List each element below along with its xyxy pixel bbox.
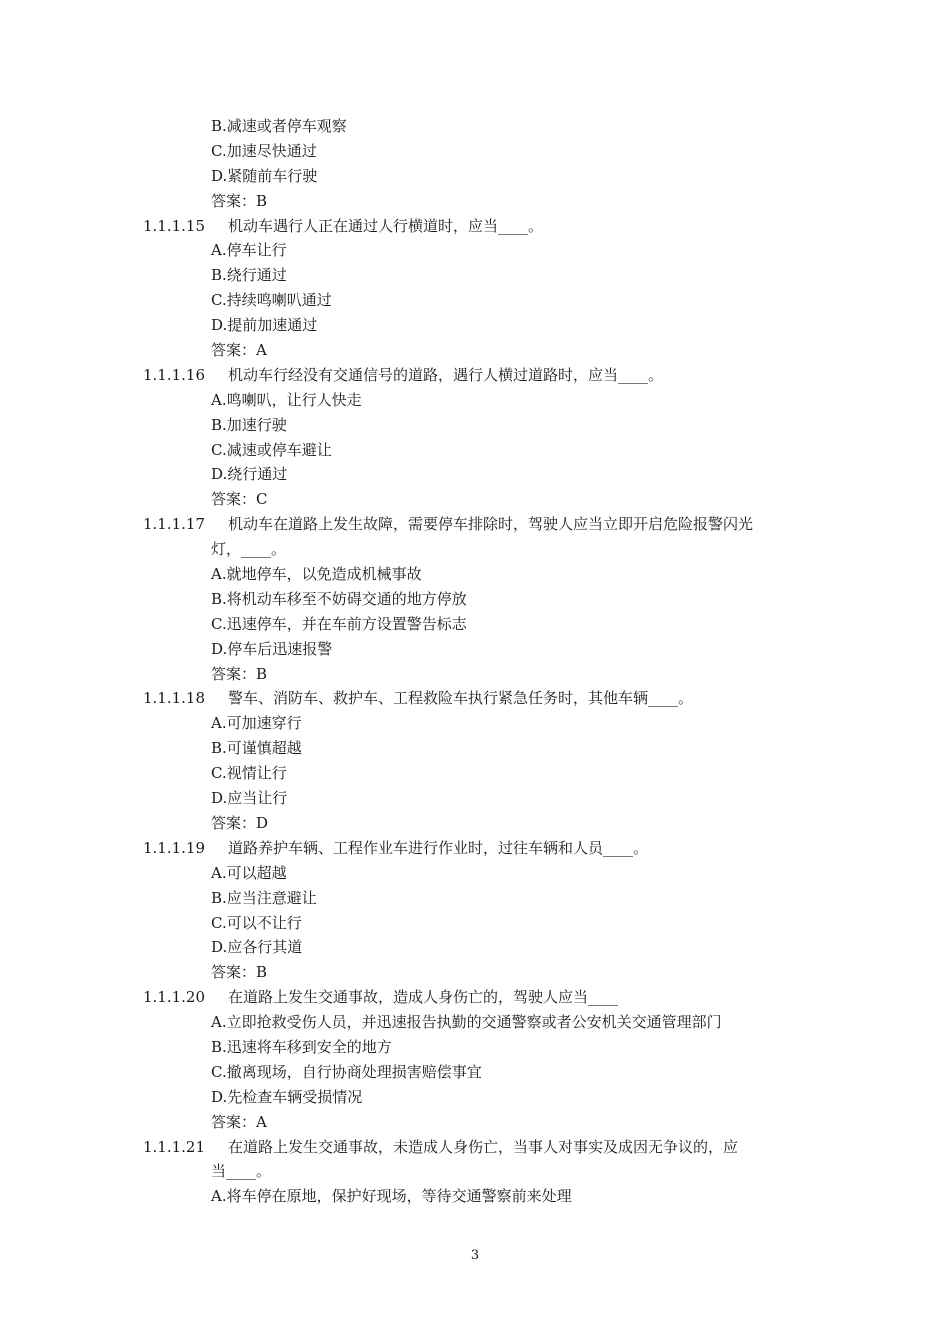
option: D.停车后迅速报警	[211, 639, 333, 658]
question-heading	[0, 214, 950, 239]
option: A.鸣喇叭，让行人快走	[211, 390, 362, 409]
question-text-continued: 当____。	[211, 1162, 272, 1181]
answer: 答案：B	[211, 191, 268, 210]
question-number: 1.1.1.15	[143, 216, 206, 235]
option: D.绕行通过	[211, 465, 288, 484]
question-number: 1.1.1.18	[143, 689, 206, 708]
option: D.先检查车辆受损情况	[211, 1087, 363, 1106]
question-heading	[0, 836, 950, 861]
answer: 答案：A	[211, 341, 267, 360]
question-heading	[0, 363, 950, 388]
option: A.将车停在原地，保护好现场，等待交通警察前来处理	[211, 1187, 572, 1206]
option: A.立即抢救受伤人员，并迅速报告执勤的交通警察或者公安机关交通管理部门	[211, 1013, 722, 1032]
option: C.迅速停车，并在车前方设置警告标志	[211, 614, 467, 633]
question-block	[0, 985, 950, 1134]
option: A.停车让行	[211, 241, 287, 260]
option: D.提前加速通过	[211, 316, 318, 335]
option: D.应各行其道	[211, 938, 303, 957]
answer: 答案：A	[211, 1112, 267, 1131]
question-text: 在道路上发生交通事故，造成人身伤亡的，驾驶人应当____	[228, 988, 619, 1007]
option: A.就地停车，以免造成机械事故	[211, 565, 422, 584]
question-block	[0, 363, 950, 512]
option: D.应当让行	[211, 789, 288, 808]
question-text: 在道路上发生交通事故，未造成人身伤亡，当事人对事实及成因无争议的，应	[228, 1137, 739, 1156]
answer: 答案：B	[211, 664, 268, 683]
question-text: 警车、消防车、救护车、工程救险车执行紧急任务时，其他车辆____。	[228, 689, 694, 708]
option: B.可谨慎超越	[211, 739, 302, 758]
option: A.可以超越	[211, 863, 287, 882]
question-number: 1.1.1.19	[143, 838, 206, 857]
option: D.紧随前车行驶	[211, 166, 318, 185]
question-text-continued: 灯，____。	[211, 540, 287, 559]
option: B.绕行通过	[211, 266, 287, 285]
answer: 答案：B	[211, 963, 268, 982]
option: B.迅速将车移到安全的地方	[211, 1037, 392, 1056]
page-number: 3	[470, 1248, 480, 1263]
option: B.将机动车移至不妨碍交通的地方停放	[211, 589, 467, 608]
option: C.减速或停车避让	[211, 440, 332, 459]
question-text: 道路养护车辆、工程作业车进行作业时，过往车辆和人员____。	[228, 838, 649, 857]
lead-in-block	[0, 114, 950, 214]
option: B.减速或者停车观察	[211, 117, 347, 135]
option: A.可加速穿行	[211, 714, 302, 733]
option: C.加速尽快通过	[211, 141, 317, 160]
question-block	[0, 1135, 950, 1210]
question-block	[0, 836, 950, 985]
question-text: 机动车行经没有交通信号的道路，遇行人横过道路时，应当____。	[228, 365, 664, 384]
option: C.视情让行	[211, 764, 287, 783]
question-heading	[0, 1135, 950, 1160]
question-heading	[0, 512, 950, 537]
answer: 答案：C	[211, 490, 268, 509]
document-body	[0, 114, 950, 1209]
question-number: 1.1.1.16	[143, 365, 206, 384]
question-text: 机动车遇行人正在通过人行横道时，应当____。	[228, 216, 544, 235]
option: B.应当注意避让	[211, 888, 317, 907]
question-block	[0, 686, 950, 835]
question-text: 机动车在道路上发生故障，需要停车排除时，驾驶人应当立即开启危险报警闪光	[228, 515, 754, 534]
question-number: 1.1.1.20	[143, 988, 206, 1007]
question-block	[0, 214, 950, 363]
question-block	[0, 512, 950, 686]
answer: 答案：D	[211, 813, 269, 832]
option: C.持续鸣喇叭通过	[211, 291, 332, 310]
question-heading	[0, 985, 950, 1010]
question-number: 1.1.1.21	[143, 1137, 206, 1156]
question-heading	[0, 686, 950, 711]
option: C.撤离现场，自行协商处理损害赔偿事宜	[211, 1062, 482, 1081]
option: C.可以不让行	[211, 913, 302, 932]
question-number: 1.1.1.17	[143, 515, 206, 534]
option: B.加速行驶	[211, 415, 287, 434]
